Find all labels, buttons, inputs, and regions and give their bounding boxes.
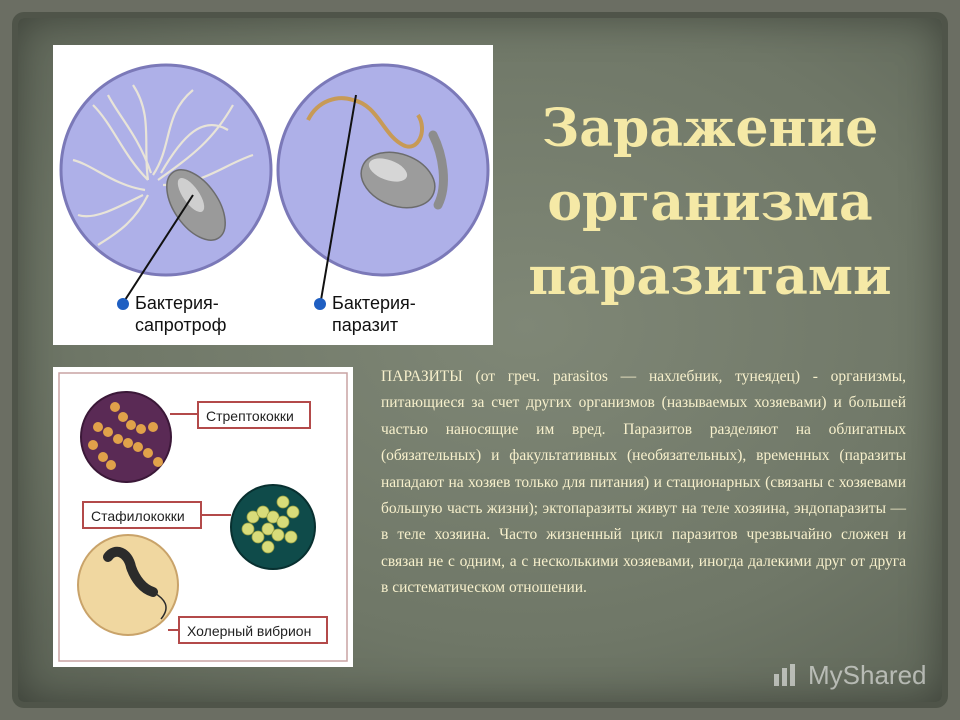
saprotroph-label-line1: Бактерия-	[135, 293, 219, 313]
streptococci-circle	[81, 392, 171, 482]
saprotroph-label-line2: сапротроф	[135, 315, 227, 335]
bacteria-comparison-illustration	[53, 45, 493, 345]
title-line-3: паразитами	[528, 246, 892, 307]
parasite-label-line1: Бактерия-	[332, 293, 416, 313]
bacteria-types-figure	[53, 367, 353, 667]
watermark	[772, 658, 927, 692]
bacteria-types-illustration	[53, 367, 353, 667]
saprotroph-circle	[61, 65, 271, 275]
watermark-text: MyShared	[808, 659, 927, 690]
staphylococci-label: Стафилококки	[91, 508, 185, 524]
parasite-label-line2: паразит	[332, 315, 399, 335]
parasites-description: ПАРАЗИТЫ (от греч. parasitos — нахлебник, тунеядец) - организмы, питающиеся за счет других организмов (называемых хозяевами) и большей частью наносящие им вред. Паразитов разделяют на облигатных (обязательных) и факультативных (необязательных), временных (паразиты нападают на хозяев только для питания) и стационарных (связаны с хозяевами большую часть жизни); эктопаразиты живут на теле хозяина, эндопаразиты — в теле хозяина. Часто жизненный цикл паразитов чрезвычайно сложен и связан не с одним, а с несколькими хозяевами, иногда далекими друг от друга в систематическом отношении.	[381, 368, 906, 597]
vibrio-label: Холерный вибрион	[187, 623, 312, 639]
bacteria-comparison-figure	[53, 45, 493, 345]
saprotroph-marker	[117, 298, 129, 310]
page-title	[510, 92, 910, 314]
title-line-1: Заражение	[541, 98, 879, 159]
vibrio-circle	[78, 535, 178, 635]
parasite-marker	[314, 298, 326, 310]
streptococci-label: Стрептококки	[206, 408, 294, 424]
chart-logo-icon	[772, 662, 802, 688]
title-line-2: организма	[547, 172, 873, 233]
